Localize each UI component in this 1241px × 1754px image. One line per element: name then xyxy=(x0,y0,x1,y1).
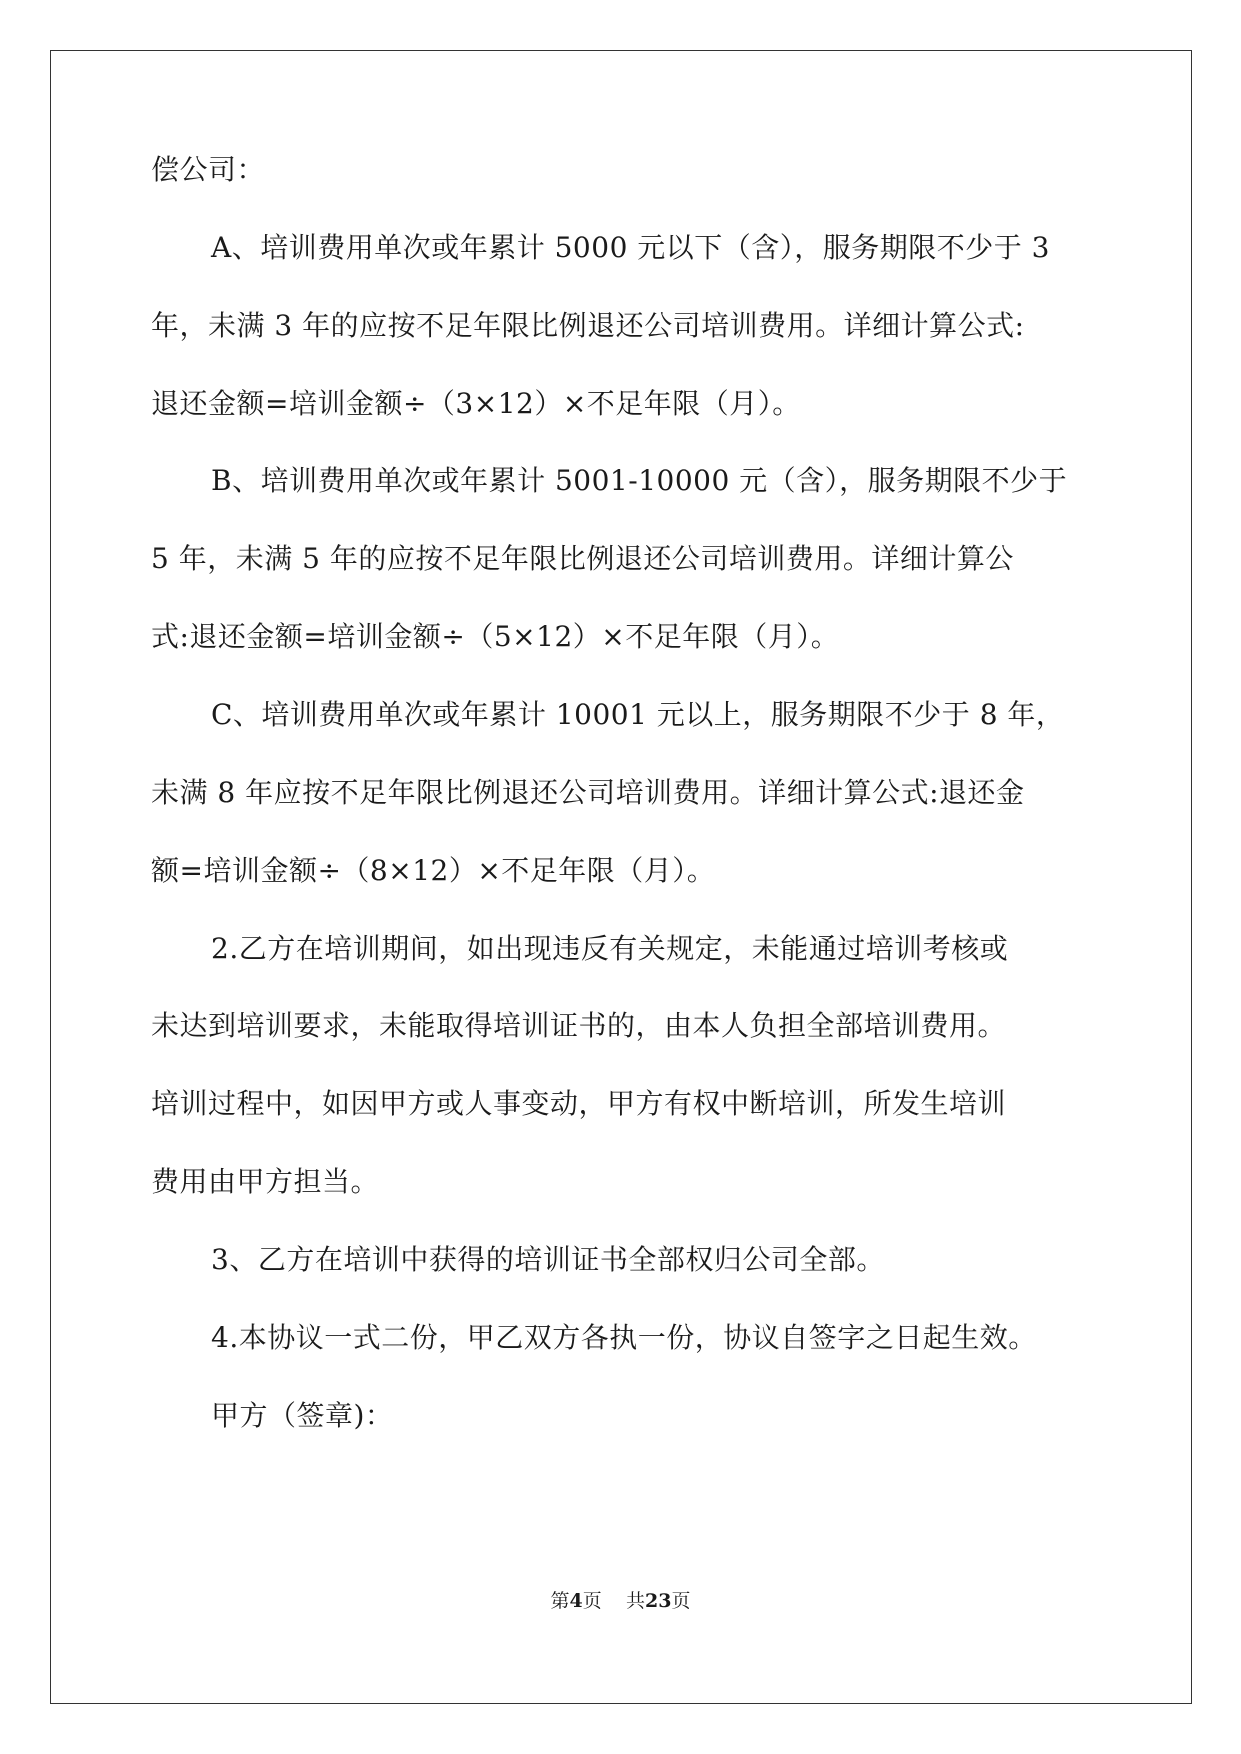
text-line: 年，未满 3 年的应按不足年限比例退还公司培训费用。详细计算公式: xyxy=(151,309,1025,342)
formula-line: 额=培训金额÷（8×12）×不足年限（月）。 xyxy=(151,854,716,887)
total-prefix: 共 xyxy=(625,1590,645,1612)
party-a-signature-line: 甲方（签章)： xyxy=(211,1399,394,1432)
page-prefix: 第 xyxy=(550,1590,570,1612)
text-line: 5 年，未满 5 年的应按不足年限比例退还公司培训费用。详细计算公 xyxy=(151,542,1014,575)
total-suffix: 页 xyxy=(671,1590,691,1612)
clause-3-line: 3、乙方在培训中获得的培训证书全部权归公司全部。 xyxy=(211,1243,885,1276)
text-line: 偿公司： xyxy=(151,153,266,186)
text-line: 费用由甲方担当。 xyxy=(151,1165,380,1198)
page-number: 4 xyxy=(569,1590,583,1612)
page-footer xyxy=(0,1589,1241,1613)
clause-c-line: C、培训费用单次或年累计 10001 元以上，服务期限不少于 8 年， xyxy=(211,698,1065,731)
formula-line: 式:退还金额=培训金额÷（5×12）×不足年限（月）。 xyxy=(151,620,840,653)
page-suffix: 页 xyxy=(582,1590,602,1612)
total-pages: 23 xyxy=(644,1590,672,1612)
text-line: 未达到培训要求，未能取得培训证书的，由本人负担全部培训费用。 xyxy=(151,1009,1007,1042)
clause-a-line: A、培训费用单次或年累计 5000 元以下（含），服务期限不少于 3 xyxy=(211,231,1050,264)
clause-4-line: 4.本协议一式二份，甲乙双方各执一份，协议自签字之日起生效。 xyxy=(211,1321,1037,1354)
clause-2-line: 2.乙方在培训期间，如出现违反有关规定，未能通过培训考核或 xyxy=(211,932,1009,965)
formula-line: 退还金额=培训金额÷（3×12）×不足年限（月）。 xyxy=(151,387,801,420)
text-line: 未满 8 年应按不足年限比例退还公司培训费用。详细计算公式:退还金 xyxy=(151,776,1025,809)
text-line: 培训过程中，如因甲方或人事变动，甲方有权中断培训，所发生培训 xyxy=(151,1087,1007,1120)
clause-b-line: B、培训费用单次或年累计 5001-10000 元（含），服务期限不少于 xyxy=(211,464,1068,497)
